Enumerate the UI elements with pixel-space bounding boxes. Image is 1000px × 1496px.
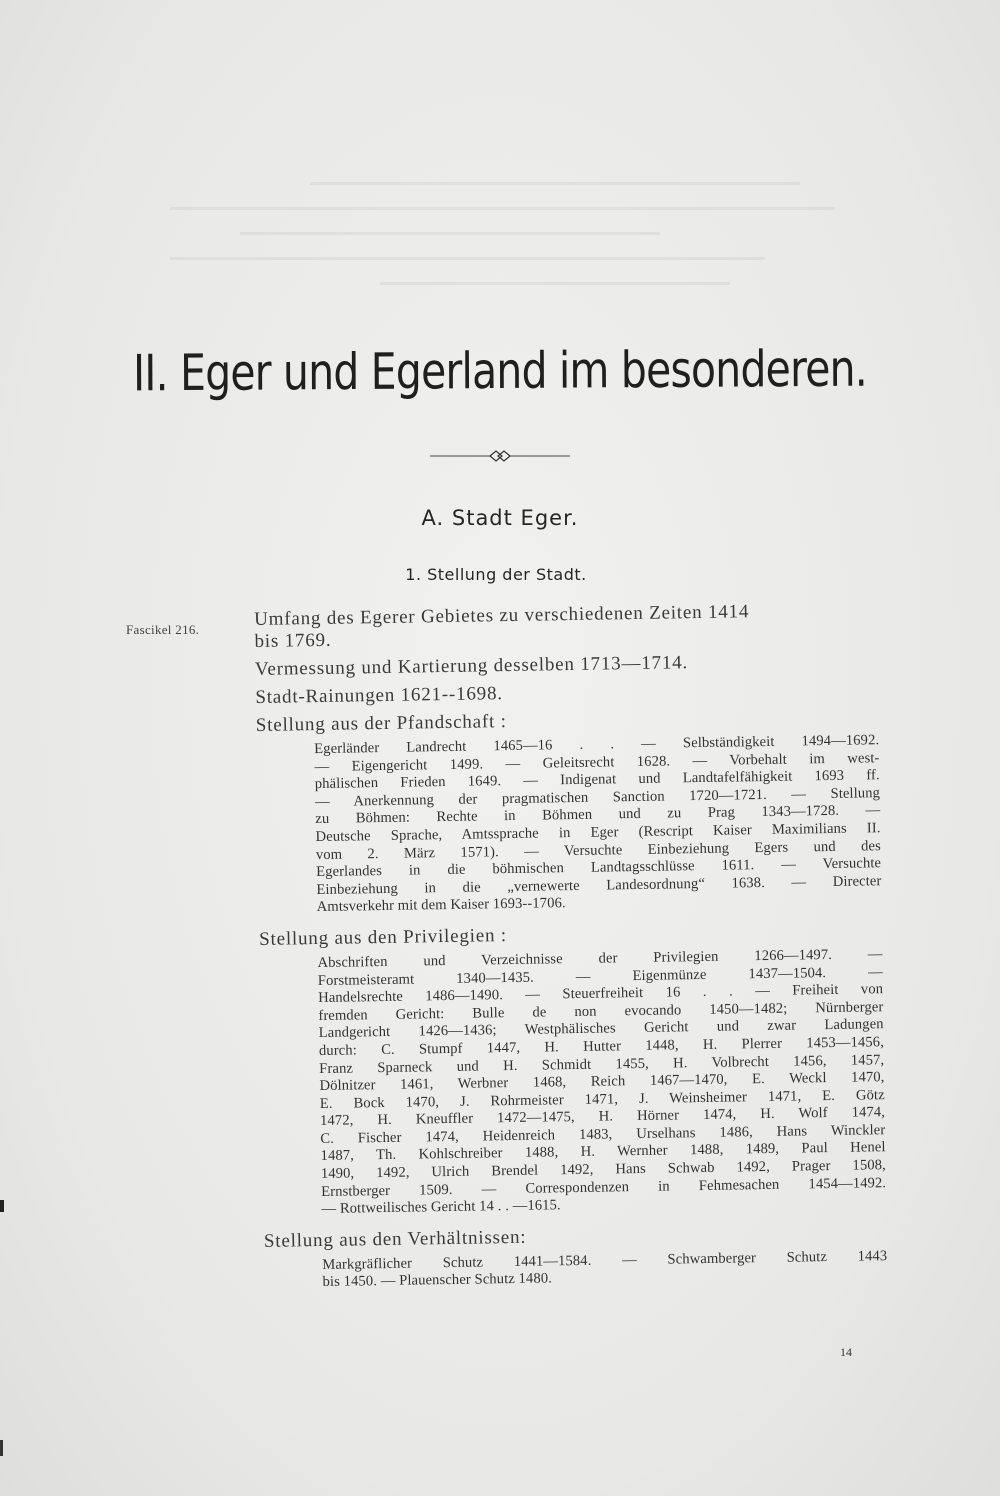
paragraph-line: Forstmeisteramt 1340—1435. — Eigenmünze 1437—1504. —	[317, 963, 883, 989]
paragraph-line: Handelsrechte 1486—1490. — Steuerfreiheit 16 . . — Freiheit von	[318, 981, 884, 1007]
paragraph-line: zu Böhmen: Rechte in Böhmen und zu Prag 1343—1728. —	[315, 802, 881, 828]
subheading-privilegien: Stellung aus den Privilegien :	[259, 925, 508, 950]
margin-label: Fascikel 216.	[126, 622, 200, 637]
paragraph-line: vom 2. März 1571). — Versuchte Einbeziehung Egers und des	[315, 837, 881, 863]
binding-mark	[0, 1200, 4, 1212]
text-line: bis 1769.	[254, 629, 332, 652]
paragraph-line: — Anerkennung der pragmatischen Sanction 1720—1721. — Stellung	[314, 784, 881, 810]
paragraph-line: phälischen Frieden 1649. — Indigenat und Landtafelfähigkeit 1693 ff.	[314, 767, 880, 793]
paragraph-line: fremden Gericht: Bulle de non evocando 1450—1482; Nürnberger	[318, 998, 884, 1024]
subheading-pfandschaft: Stellung aus der Pfandschaft :	[255, 711, 507, 736]
text-line: Vermessung und Kartierung desselben 1713—1714.	[254, 652, 689, 680]
paragraph-line: — Eigengericht 1499. — Geleitsrecht 1628. — Vorbehalt im west-	[314, 749, 880, 775]
body-text	[254, 598, 895, 1293]
text-line: Umfang des Egerer Gebietes zu verschiedenen Zeiten 1414	[254, 601, 750, 630]
paragraph-line: 1472, H. Kneuffler 1472—1475, H. Hörner 1474, H. Wolf 1474,	[319, 1104, 886, 1130]
subsection-title: 1. Stellung der Stadt.	[405, 565, 587, 584]
section-title: A. Stadt Eger.	[421, 506, 579, 530]
paragraph-line: Amtsverkehr mit dem Kaiser 1693--1706.	[316, 895, 566, 916]
page-title: II. Eger und Egerland im besonderen.	[132, 339, 868, 403]
paragraph-line: 1490, 1492, Ulrich Brendel 1492, Hans Schwab 1492, Prager 1508,	[320, 1157, 886, 1183]
paragraph-line: Egerländer Landrecht 1465—16 . . — Selbständigkeit 1494—1692.	[314, 732, 880, 758]
paragraph-line: bis 1450. — Plauenscher Schutz 1480.	[322, 1270, 553, 1291]
page-number: 14	[840, 1345, 852, 1359]
paragraph-line: Ernstberger 1509. — Correspondenzen in Fehmesachen 1454—1492.	[321, 1174, 887, 1200]
pfandschaft-paragraph	[314, 732, 882, 917]
binding-mark	[0, 1440, 3, 1456]
paragraph-line: Dölnitzer 1461, Werbner 1468, Reich 1467—1470, E. Weckl 1470,	[319, 1069, 885, 1095]
paragraph-line: Deutsche Sprache, Amtssprache in Eger (Rescript Kaiser Maximilians II.	[315, 820, 881, 846]
paragraph-line: Franz Sparneck und H. Schmidt 1455, H. Volbrecht 1456, 1457,	[319, 1051, 885, 1077]
paragraph-line: Abschriften und Verzeichnisse der Privilegien 1266—1497. —	[317, 946, 883, 971]
paragraph-line: Egerlandes in die böhmischen Landtagsschlüsse 1611. — Versuchte	[316, 855, 882, 881]
paragraph-line: Einbeziehung in die „vernewerte Landesordnung“ 1638. — Directer	[316, 872, 882, 898]
paragraph-line: Markgräflicher Schutz 1441—1584. — Schwamberger Schutz 1443	[322, 1247, 888, 1273]
paragraph-line: — Rottweilisches Gericht 14 . . —1615.	[321, 1197, 561, 1218]
paragraph-line: 1487, Th. Kohlschreiber 1488, H. Wernher 1488, 1489, Paul Henel	[320, 1139, 886, 1165]
text-line: Stadt-Rainungen 1621--1698.	[255, 683, 504, 708]
verhaeltnissen-paragraph	[322, 1248, 887, 1292]
show-through-ghost-text	[170, 160, 870, 360]
paragraph-line: durch: C. Stumpf 1447, H. Hutter 1448, H. Plerrer 1453—1456,	[318, 1034, 885, 1059]
paragraph-line: C. Fischer 1474, Heidenreich 1483, Urselhans 1486, Hans Winckler	[320, 1122, 886, 1147]
ornament-divider-icon	[430, 446, 570, 466]
paragraph-line: Landgericht 1426—1436; Westphälisches Gericht und zwar Ladungen	[318, 1016, 884, 1042]
paragraph-line: E. Bock 1470, J. Rohrmeister 1471, J. Weinsheimer 1471, E. Götz	[319, 1086, 885, 1112]
privilegien-paragraph	[317, 946, 886, 1219]
subheading-verhaeltnissen: Stellung aus den Verhältnissen:	[263, 1226, 527, 1252]
